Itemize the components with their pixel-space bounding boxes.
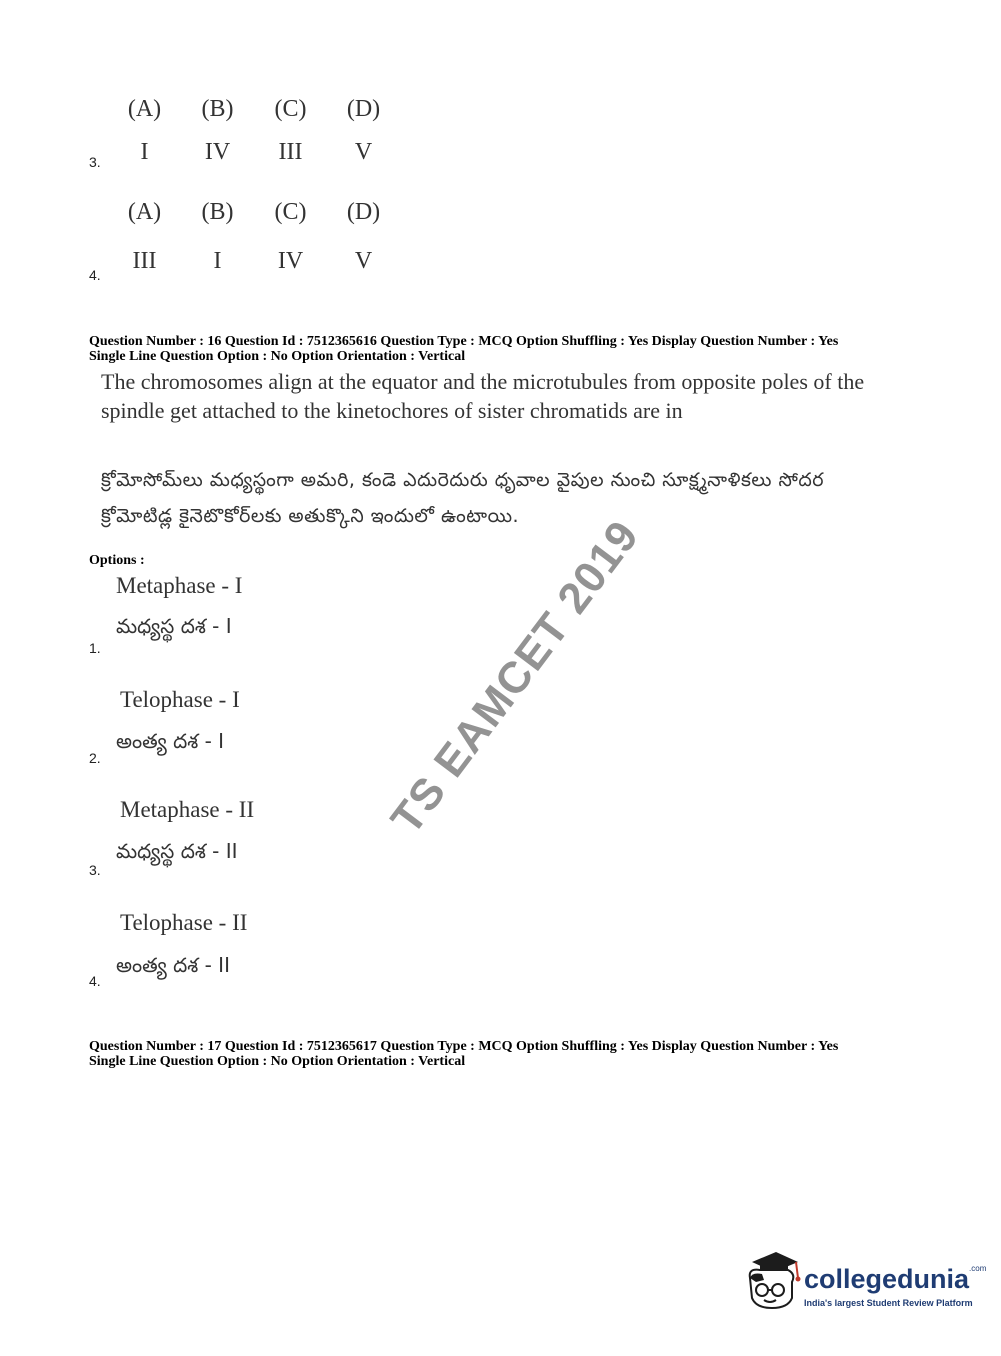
q16-meta-line-2: Single Line Question Option : No Option Orientation : Vertical xyxy=(89,349,466,364)
col-b-header: (B) xyxy=(201,96,234,122)
col-a-header: (A) xyxy=(127,199,162,225)
col-c-value: III xyxy=(278,139,303,165)
col-b-header: (B) xyxy=(201,199,234,225)
col-d-value: V xyxy=(354,139,373,165)
option-2-english: Telophase - I xyxy=(120,687,240,712)
option-1-number: 1. xyxy=(89,640,101,656)
logo-tagline: India's largest Student Review Platform xyxy=(804,1298,973,1308)
option-4-number: 4. xyxy=(89,267,101,283)
option-2-number: 2. xyxy=(89,750,101,766)
col-a-header: (A) xyxy=(127,96,162,122)
options-label: Options : xyxy=(89,553,145,568)
option-3-number: 3. xyxy=(89,862,101,878)
option-4-header-row xyxy=(108,199,400,226)
graduate-mascot-icon xyxy=(742,1248,802,1314)
option-3-english: Metaphase - II xyxy=(120,797,255,822)
col-a-value: III xyxy=(132,248,157,274)
q16-text-telugu-line-1: క్రోమోసోమ్‌లు మధ్యస్థంగా అమరి, కండె ఎదురెదురు ధృవాల వైపుల నుంచి సూక్ష్మనాళికలు సోదర xyxy=(101,469,825,491)
col-a-value: I xyxy=(140,139,149,165)
logo-name: collegedunia xyxy=(804,1264,970,1294)
col-d-value: V xyxy=(354,248,373,274)
q17-meta-line-1: Question Number : 17 Question Id : 7512365617 Question Type : MCQ Option Shuffling : Yes Display Question Number : Yes xyxy=(89,1039,839,1054)
option-4-value-row xyxy=(108,248,400,275)
col-b-value: I xyxy=(213,248,222,274)
option-4-number: 4. xyxy=(89,973,101,989)
col-b-value: IV xyxy=(204,139,231,165)
option-2-telugu: అంత్య దశ - I xyxy=(116,729,225,753)
col-d-header: (D) xyxy=(346,96,381,122)
col-d-header: (D) xyxy=(346,199,381,225)
option-3-header-row xyxy=(108,96,400,123)
option-3-telugu: మధ్యస్థ దశ - II xyxy=(116,839,238,863)
q16-meta-line-1: Question Number : 16 Question Id : 7512365616 Question Type : MCQ Option Shuffling : Yes Display Question Number : Yes xyxy=(89,334,839,349)
option-1-english: Metaphase - I xyxy=(116,573,243,598)
q16-text-english-line-1: The chromosomes align at the equator and the microtubules from opposite poles of the xyxy=(101,369,865,394)
q16-text-telugu-line-2: క్రోమోటిడ్ల కైనెటొకోర్‌లకు అతుక్కొని ఇందులో ఉంటాయి. xyxy=(101,505,520,527)
logo-wordmark xyxy=(804,1264,986,1295)
collegedunia-logo xyxy=(742,1248,987,1318)
logo-suffix: .com xyxy=(969,1264,987,1273)
option-3-value-row xyxy=(108,139,400,166)
option-3-number: 3. xyxy=(89,154,101,170)
col-c-header: (C) xyxy=(274,96,307,122)
watermark: TS EAMCET 2019 xyxy=(381,511,649,844)
col-c-header: (C) xyxy=(274,199,307,225)
option-4-telugu: అంత్య దశ - II xyxy=(116,953,230,977)
option-1-telugu: మధ్యస్థ దశ - I xyxy=(116,614,232,638)
q16-text-english-line-2: spindle get attached to the kinetochores of sister chromatids are in xyxy=(101,398,683,423)
col-c-value: IV xyxy=(277,248,304,274)
q17-meta-line-2: Single Line Question Option : No Option Orientation : Vertical xyxy=(89,1054,466,1069)
option-4-english: Telophase - II xyxy=(120,910,248,935)
